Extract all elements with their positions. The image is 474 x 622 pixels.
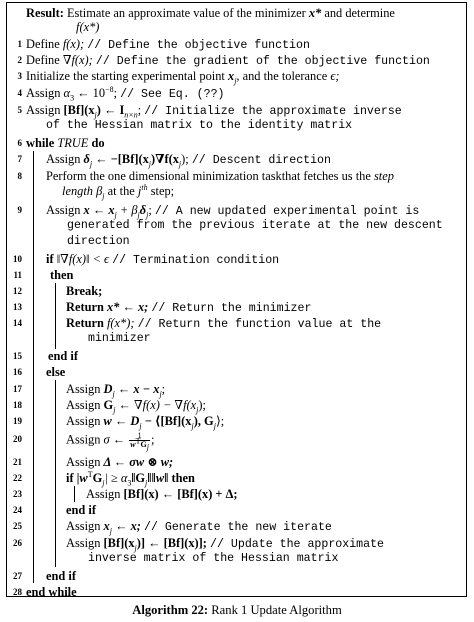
line-number: 13 (13, 302, 22, 312)
line-number: 21 (13, 457, 22, 467)
algo-line-14-cont: minimizer (88, 332, 151, 345)
line-number: 5 (17, 105, 22, 115)
line-number: 19 (13, 416, 22, 426)
algo-line-11: then (50, 268, 74, 282)
algo-line-7: Assign $\delta_j$ ← $-[Bf](x_j)\nabla f(x_j)$; // Descent direction (46, 152, 331, 169)
algo-line-13: Return x* ← x; // Return the minimizer (66, 300, 312, 315)
line-number: 16 (13, 367, 22, 377)
algo-line-2: Define ∇f(x); // Define the gradient of the objective function (26, 53, 430, 68)
algo-line-28: end while (26, 585, 77, 599)
line-number: 20 (13, 434, 22, 444)
line-number: 23 (13, 489, 22, 499)
algo-line-14: Return f(x*); // Return the function value at the (66, 316, 382, 331)
line-number: 28 (13, 587, 22, 597)
algo-line-26-cont: inverse matrix of the Hessian matrix (88, 552, 339, 565)
result-label: Result: (26, 6, 64, 20)
line-number: 8 (17, 171, 22, 181)
line-number: 17 (13, 384, 22, 394)
algo-line-12: Break; (66, 284, 103, 298)
algo-line-4: Assign $\alpha_3$ ← $10^{-8}$; // See Eq. (??) (26, 84, 225, 103)
algo-line-3: Initialize the starting experimental point $x_j$, and the tolerance ϵ; (26, 69, 340, 86)
algo-line-1: Define f(x); // Define the objective function (26, 37, 310, 52)
line-number: 22 (13, 473, 22, 483)
algo-line-27: end if (46, 569, 76, 583)
algo-line-23: Assign [Bf](x) ← [Bf](x) + Δ; (86, 487, 238, 501)
line-number: 7 (17, 154, 22, 164)
algo-line-15: end if (48, 349, 78, 363)
algo-line-26: Assign $[Bf](x_j)$] ← [Bf](x)]; // Update the approximate (66, 536, 384, 553)
line-number: 11 (13, 270, 22, 280)
algorithm-caption: Algorithm 22: Rank 1 Update Algorithm (132, 603, 342, 617)
line-number: 3 (17, 71, 22, 81)
algo-line-8: Perform the one dimensional minimization taskthat fetches us the step (46, 169, 394, 183)
line-number: 9 (17, 205, 22, 215)
fraction: $\frac{1}{w^TG_j}$ (130, 431, 149, 452)
line-number: 2 (17, 55, 22, 65)
algo-line-17: Assign $D_j$ ← $x - x_j$; (66, 382, 166, 399)
line-number: 27 (13, 571, 22, 581)
line-number: 10 (13, 254, 22, 264)
line-number: 6 (17, 138, 22, 148)
then-block-bar (55, 283, 56, 349)
algo-line-19: Assign w ← $D_j$ − $⟨[Bf](x_j)$, $G_j⟩$; (66, 414, 225, 431)
algo-line-25: Assign $x_j$ ← x; // Generate the new iterate (66, 519, 332, 536)
algo-line-9-cont2: direction (67, 235, 130, 248)
line-number: 12 (13, 286, 22, 296)
algo-line-8-cont: length $\beta_j$ at the $j^{th}$ step; (62, 182, 175, 201)
algo-line-9: Assign x ← $x_j + \beta_j\delta_j$; // A new updated experimental point is (46, 203, 420, 220)
algo-line-5-cont: of the Hessian matrix to the identity matrix (46, 119, 353, 132)
algo-line-18: Assign $G_j$ ← $\nabla f(x) - \nabla f(x_j)$; (66, 398, 206, 415)
line-number: 24 (13, 505, 22, 515)
algo-line-6: while TRUE do (26, 136, 105, 150)
result-line-cont: f(x*) (76, 20, 100, 34)
while-block-bar (33, 151, 34, 583)
algo-line-9-cont: generated from the previous iterate at the new descent (67, 219, 443, 232)
algo-line-22: if $|w^TG_j|$ ≥ $\alpha_3‖G_j‖‖w‖$ then (66, 469, 195, 488)
algo-line-10: if ‖∇f(x)‖ < ϵ // Termination condition (46, 252, 280, 267)
line-number: 15 (13, 351, 22, 361)
line-number: 26 (13, 538, 22, 548)
line-number: 25 (13, 521, 22, 531)
algo-line-24: end if (66, 503, 96, 517)
line-number: 14 (13, 318, 22, 328)
inner-then-bar (74, 486, 75, 502)
line-number: 4 (17, 88, 22, 98)
algo-line-21: Assign Δ ← σw ⊗ w; (66, 455, 174, 469)
algo-line-20: Assign σ ← $\frac{1}{w^TG_j}$ ; (66, 431, 155, 452)
line-number: 1 (17, 39, 22, 49)
line-number: 18 (13, 400, 22, 410)
result-line: Result: Estimate an approximate value of the minimizer x* and determine (26, 6, 395, 20)
algo-line-5: Assign $[Bf](x_j)$ ← $I_{n\times n}$; // Initialize the approximate inverse (26, 103, 402, 120)
else-block-bar (55, 380, 56, 567)
algo-line-16: else (46, 365, 66, 379)
